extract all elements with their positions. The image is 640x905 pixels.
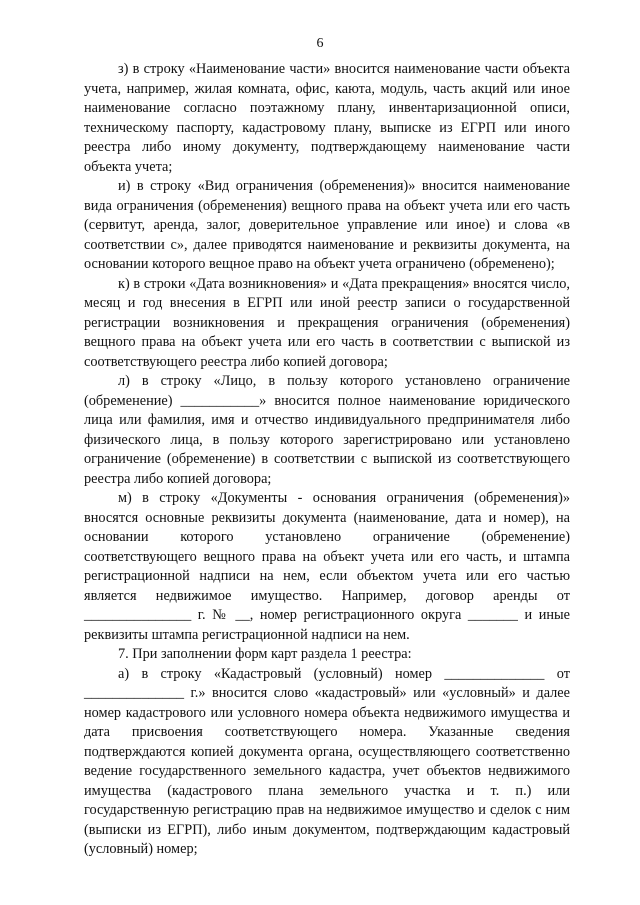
paragraph-a: а) в строку «Кадастровый (условный) номер ______________ от ______________ г.» вносится слово «кадастровый» или «условный» и далее номер кадастрового или условного номера объекта недвижимого имущества и дата присвоения соответствующего номера. Указанные сведения подтверждаются копией документа органа, осуществляющего соответственно ведение государственного земельного кадастра, учет объектов недвижимого имущества (кадастрового плана земельного участка и т. п.) или государственную регистрацию прав на недвижимое имущество и сделок с ним (выписки из ЕГРП), либо иным документом, подтверждающим кадастровый (условный) номер; [84, 665, 570, 857]
paragraph-7: 7. При заполнении форм карт раздела 1 реестра: [118, 646, 412, 662]
body-text [84, 60, 570, 860]
paragraph-z: з) в строку «Наименование части» вносится наименование части объекта учета, например, жилая комната, офис, каюта, модуль, часть акций или иное наименование согласно поэтажному плану, инвентаризационной описи, техническому паспорту, кадастровому плану, выписке из ЕГРП или иного реестра либо иному документу, подтверждающему наименование части объекта учета; [84, 61, 570, 175]
paragraph-k: к) в строки «Дата возникновения» и «Дата прекращения» вносятся число, месяц и год внесения в ЕГРП или иной реестр записи о государственной регистрации возникновения и прекращения ограничения (обременения) вещного права на объект учета или его часть в соответствии с выпиской из соответствующего реестра либо копией договора; [84, 275, 570, 370]
paragraph-m: м) в строку «Документы - основания ограничения (обременения)» вносятся основные реквизиты документа (наименование, дата и номер), на основании которого установлено ограничение (обременение) соответствующего вещного права на объект учета или его часть, и штампа регистрационной надписи на нем, если объектом учета или его частью является недвижимое имущество. Например, договор аренды от _______________ г. № __, номер регистрационного округа _______ и иные реквизиты штампа регистрационной надписи на нем. [84, 490, 570, 643]
page-number: 6 [316, 36, 324, 51]
paragraph-i: и) в строку «Вид ограничения (обременения)» вносится наименование вида ограничения (обременения) вещного права на объект учета или его часть (сервитут, аренда, залог, доверительное управление или иное) и слова «в соответствии с», далее приводятся наименование и реквизиты документа, на основании которого вещное право на объект учета ограничено (обременено); [84, 178, 570, 272]
paragraph-l: л) в строку «Лицо, в пользу которого установлено ограничение (обременение) ___________» вносится полное наименование юридического лица или фамилия, имя и отчество индивидуального предпринимателя либо физического лица, в пользу которого зарегистрировано или установлено ограничение (обременение) в соответствии с выпиской из соответствующего реестра либо копией договора; [84, 373, 570, 487]
